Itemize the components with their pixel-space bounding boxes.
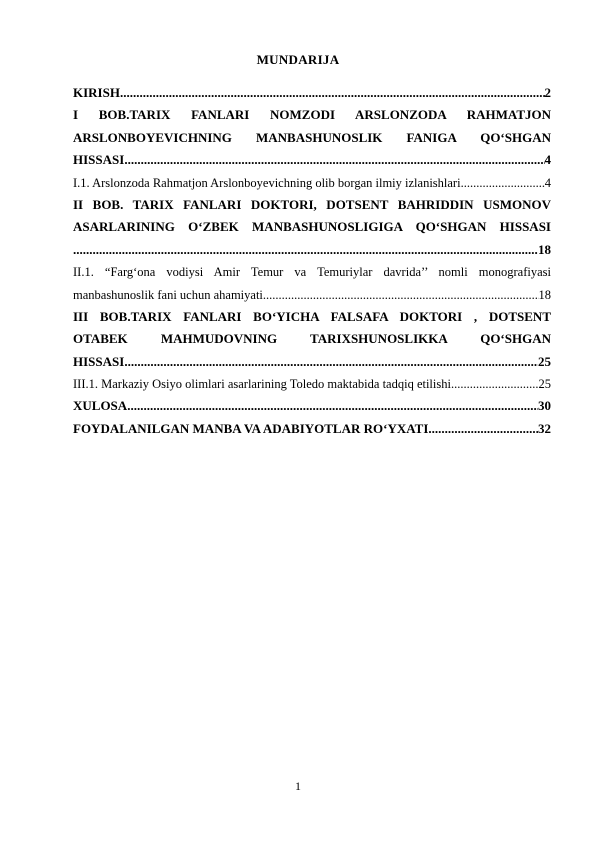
table-of-contents xyxy=(73,82,551,440)
toc-entry-xulosa[interactable] xyxy=(73,395,551,417)
toc-page-number: 25 xyxy=(538,377,551,392)
toc-page-number: 2 xyxy=(544,85,551,100)
dot-leader xyxy=(73,239,538,261)
toc-entry-label: KIRISH xyxy=(73,85,120,100)
dot-leader xyxy=(120,82,545,104)
toc-entry-chapter-2-line-3[interactable] xyxy=(73,239,551,261)
dot-leader xyxy=(124,149,544,171)
toc-entry-chapter-3-line-2[interactable]: OTABEK MAHMUDOVNING TARIXSHUNOSLIKKA QO‘SHGAN xyxy=(73,331,551,347)
dot-leader xyxy=(263,284,539,306)
toc-entry-chapter-3-line-3[interactable] xyxy=(73,351,551,373)
dot-leader xyxy=(461,172,545,194)
toc-entry-label: HISSASI xyxy=(73,353,125,369)
toc-entry-chapter-2-line-1[interactable]: II BOB. TARIX FANLARI DOKTORI, DOTSENT BAHRIDDIN USMONOV xyxy=(73,196,551,212)
toc-entry-section-2-1-line-2[interactable] xyxy=(73,284,551,306)
toc-entry-kirish[interactable] xyxy=(73,82,551,104)
toc-page-number: 18 xyxy=(538,287,551,302)
toc-entry-chapter-1-line-2[interactable]: ARSLONBOYEVICHNING MANBASHUNOSLIK FANIGA QO‘SHGAN xyxy=(73,129,551,145)
page-title: MUNDARIJA xyxy=(256,52,340,67)
toc-page-number: 4 xyxy=(544,175,551,190)
toc-page-number: 30 xyxy=(538,398,551,414)
toc-entry-chapter-3-line-1[interactable]: III BOB.TARIX FANLARI BO‘YICHA FALSAFA DOKTORI , DOTSENT xyxy=(73,308,551,324)
toc-entry-chapter-2-line-2[interactable]: ASARLARINING O‘ZBEK MANBASHUNOSLIGIGA QO‘SHGAN HISSASI xyxy=(73,219,551,235)
toc-page-number: 25 xyxy=(538,353,551,369)
toc-entry-label: FOYDALANILGAN MANBA VA ADABIYOTLAR RO‘YXATI xyxy=(73,420,429,436)
toc-entry-chapter-1-line-1[interactable]: I BOB.TARIX FANLARI NOMZODI ARSLONZODA RAHMATJON xyxy=(73,107,551,123)
toc-entry-label: III.1. Markaziy Osiyo olimlari asarlarining Toledo maktabida tadqiq etilishi xyxy=(73,377,451,392)
toc-entry-label: I.1. Arslonzoda Rahmatjon Arslonboyevichning olib borgan ilmiy izlanishlari xyxy=(73,175,461,190)
toc-entry-section-2-1-line-1[interactable]: II.1. “Farg‘ona vodiysi Amir Temur va Temuriylar davrida’’ nomli monografiyasi xyxy=(73,265,551,280)
toc-entry-references[interactable] xyxy=(73,418,551,440)
dot-leader xyxy=(127,395,538,417)
toc-entry-chapter-1-line-3[interactable] xyxy=(73,149,551,171)
toc-entry-section-1-1[interactable] xyxy=(73,172,551,194)
dot-leader xyxy=(428,418,538,440)
toc-entry-label: XULOSA xyxy=(73,398,128,414)
toc-page-number: 4 xyxy=(544,152,551,168)
toc-entry-section-3-1[interactable] xyxy=(73,373,551,395)
dot-leader xyxy=(124,351,538,373)
toc-page-number: 18 xyxy=(538,241,551,257)
page-number: 1 xyxy=(295,779,301,793)
toc-entry-label: manbashunoslik fani uchun ahamiyati xyxy=(73,287,263,302)
dot-leader xyxy=(451,373,539,395)
toc-entry-label: HISSASI xyxy=(73,152,125,168)
toc-page-number: 32 xyxy=(538,420,551,436)
